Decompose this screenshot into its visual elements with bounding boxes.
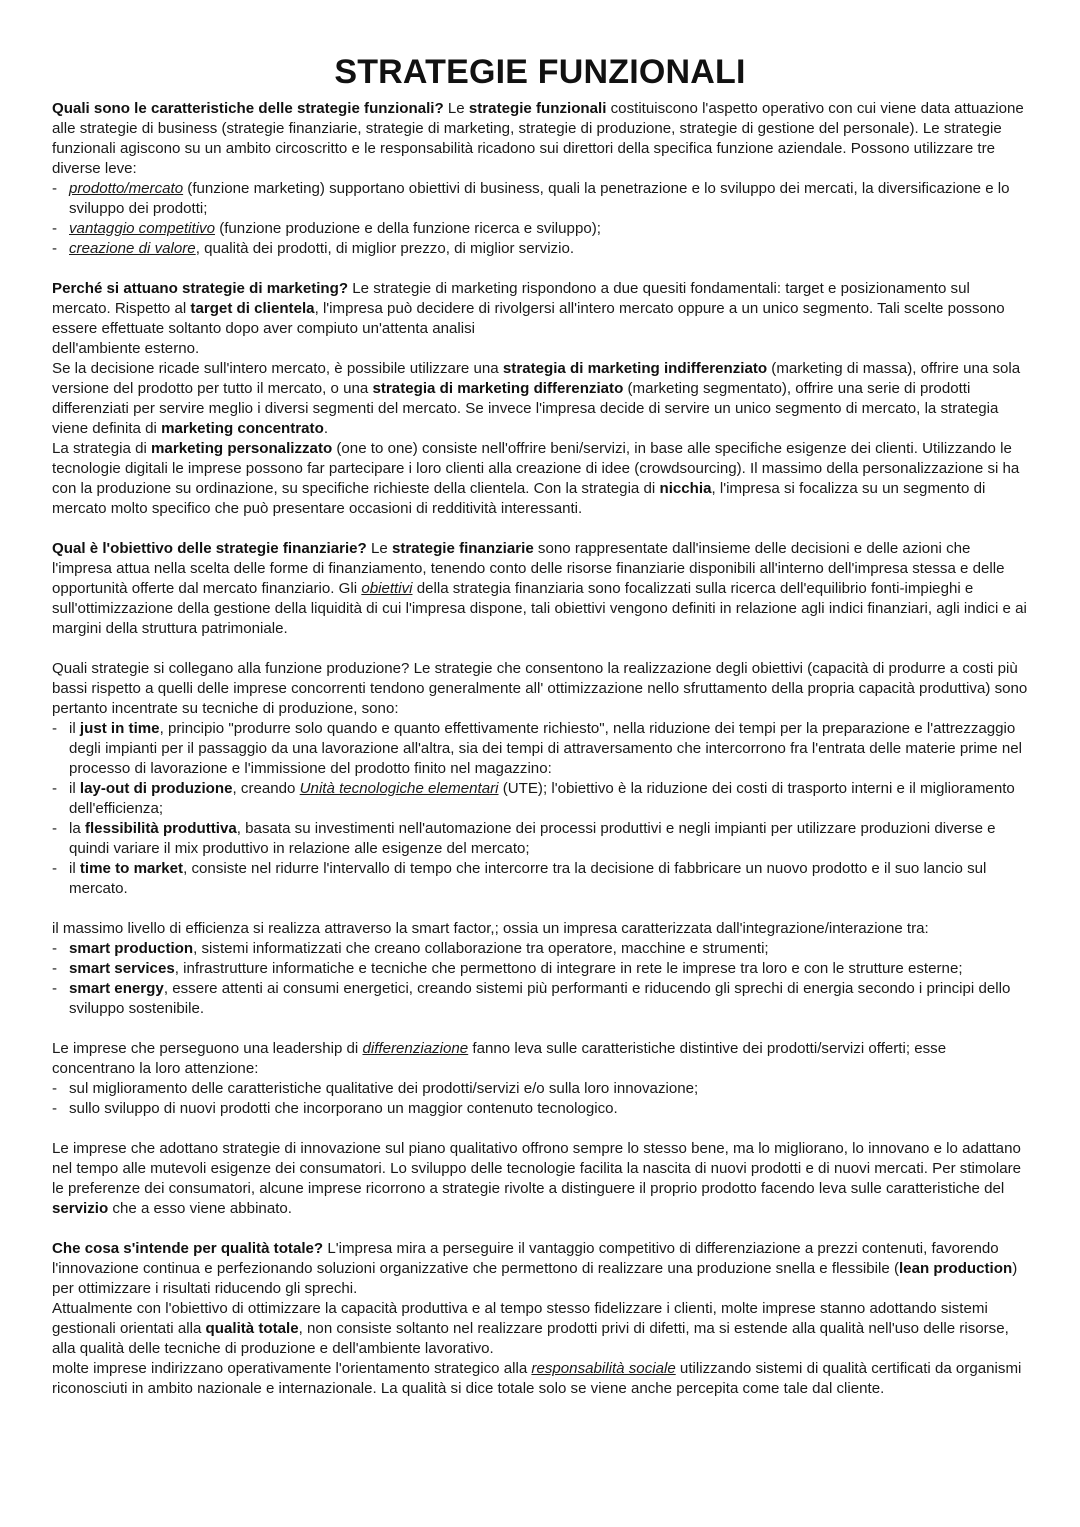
list-item: - vantaggio competitivo (funzione produzione e della funzione ricerca e sviluppo);	[52, 219, 1028, 239]
question: Qual è l'obiettivo delle strategie finanziarie?	[52, 540, 367, 557]
list-item: - sul miglioramento delle caratteristiche qualitative dei prodotti/servizi e/o sulla loro innovazione;	[52, 1079, 1028, 1099]
levers-list	[52, 179, 1028, 259]
question: Quali sono le caratteristiche delle strategie funzionali?	[52, 100, 444, 117]
list-item: - prodotto/mercato (funzione marketing) supportano obiettivi di business, quali la penetrazione e lo sviluppo dei mercati, la diversificazione e lo sviluppo dei prodotti;	[52, 179, 1028, 219]
list-item: - il time to market, consiste nel ridurre l'intervallo di tempo che intercorre tra la decisione di fabbricare un nuovo prodotto e il suo lancio sul mercato.	[52, 859, 1028, 899]
section-functional-strategies: Quali sono le caratteristiche delle strategie funzionali? Le strategie funzionali costituiscono l'aspetto operativo con cui viene data attuazione alle strategie di business (strategie finanziarie, strategie di marketing, strategie di produzione, strategie di gestione del personale). Le strategie funzionali agiscono su un ambito circoscritto e le responsabilità ricadono sui direttori della specifica funzione aziendale. Possono utilizzare tre diverse leve:	[52, 100, 1024, 177]
differentiation-list	[52, 1079, 1028, 1119]
paragraph: molte imprese indirizzano operativamente l'orientamento strategico alla responsabilità sociale utilizzando sistemi di qualità certificati da organismi riconosciuti in ambito nazionale e internazionale. La qualità si dice totale solo se viene anche percepita come tale dal cliente.	[52, 1360, 1022, 1397]
section-production: Quali strategie si collegano alla funzione produzione? Le strategie che consentono la realizzazione degli obiettivi (capacità di produrre a costi più bassi rispetto a quelli delle imprese concorrenti tendono generalmente all' ottimizzazione nello sfruttamento della propria capacità produttiva) sono pertanto incentrate su tecniche di produzione, sono:	[52, 660, 1028, 717]
list-item: - la flessibilità produttiva, basata su investimenti nell'automazione dei processi produttivi e negli impianti per utilizzare produzioni diverse e quindi variare il mix produttivo in relazione alle esigenze del mercato;	[52, 819, 1028, 859]
list-item: - sullo sviluppo di nuovi prodotti che incorporano un maggior contenuto tecnologico.	[52, 1099, 1028, 1119]
list-item: - smart production, sistemi informatizzati che creano collaborazione tra operatore, macchine e strumenti;	[52, 939, 1028, 959]
section-innovation: Le imprese che adottano strategie di innovazione sul piano qualitativo offrono sempre lo stesso bene, ma lo migliorano, lo innovano e lo adattano nel tempo alle mutevoli esigenze dei consumatori. Lo sviluppo delle tecnologie facilita la nascita di nuovi prodotti e di nuovi mercati. Per stimolare le preferenze dei consumatori, alcune imprese ricorrono a strategie rivolte a distinguere il proprio prodotto facendo leva sulle caratteristiche del servizio che a esso viene abbinato.	[52, 1140, 1022, 1217]
section-marketing: Perché si attuano strategie di marketing? Le strategie di marketing rispondono a due quesiti fondamentali: target e posizionamento sul mercato. Rispetto al target di clientela, l'impresa può decidere di rivolgersi all'intero mercato oppure a un unico segmento. Tali scelte possono essere effettuate soltanto dopo aver compiuto un'attenta analisi dell'ambiente esterno.	[52, 280, 1005, 357]
smart-factory-list	[52, 939, 1028, 1019]
paragraph: Se la decisione ricade sull'intero mercato, è possibile utilizzare una strategia di marketing indifferenziato (marketing di massa), offrire una sola versione del prodotto per tutto il mercato, o una strategia di marketing differenziato (marketing segmentato), offrire una serie di prodotti differenziati per servire meglio i diversi segmenti del mercato. Se invece l'impresa decide di servire un unico segmento di mercato, la strategia viene definita di marketing concentrato.	[52, 360, 1021, 437]
section-smart-factory: il massimo livello di efficienza si realizza attraverso la smart factor,; ossia un impresa caratterizzata dall'integrazione/interazione tra:	[52, 920, 929, 937]
paragraph: Attualmente con l'obiettivo di ottimizzare la capacità produttiva e al tempo stesso fidelizzare i clienti, molte imprese stanno adottando sistemi gestionali orientati alla qualità totale, non consiste soltanto nel realizzare prodotti privi di difetti, ma si estende alla qualità nell'uso delle risorse, alla qualità delle tecniche di produzione e dell'ambiente lavorativo.	[52, 1300, 1009, 1357]
list-item: - creazione di valore, qualità dei prodotti, di miglior prezzo, di miglior servizio.	[52, 239, 1028, 259]
section-differentiation: Le imprese che perseguono una leadership di differenziazione fanno leva sulle caratteristiche distintive dei prodotti/servizi offerti; esse concentrano la loro attenzione:	[52, 1040, 947, 1077]
list-item: - il just in time, principio "produrre solo quando e quanto effettivamente richiesto", nella riduzione dei tempi per la preparazione e l'attrezzaggio degli impianti per il passaggio da una lavorazione all'altra, sia dei tempi di attraversamento che intercorrono fra l'entrata delle materie prime nel processo di lavorazione e l'immissione del prodotto finito nel magazzino:	[52, 719, 1028, 779]
question: Che cosa s'intende per qualità totale?	[52, 1240, 324, 1257]
list-item: - il lay-out di produzione, creando Unità tecnologiche elementari (UTE); l'obiettivo è la riduzione dei costi di trasporto interni e il miglioramento dell'efficienza;	[52, 779, 1028, 819]
section-financial: Qual è l'obiettivo delle strategie finanziarie? Le strategie finanziarie sono rappresentate dall'insieme delle decisioni e delle azioni che l'impresa attua nella scelta delle forme di finanziamento, tenendo conto delle risorse finanziarie disponibili all'interno dell'impresa stessa e delle opportunità offerte dal mercato finanziario. Gli obiettivi della strategia finanziaria sono focalizzati sulla ricerca dell'equilibrio fonti-impieghi e sull'ottimizzazione della gestione della liquidità di cui l'impresa dispone, tali obiettivi vengono definiti in relazione agli indici finanziari, agli indici e ai margini della struttura patrimoniale.	[52, 540, 1027, 637]
list-item: - smart energy, essere attenti ai consumi energetici, creando sistemi più performanti e riducendo gli sprechi di energia secondo i principi dello sviluppo sostenibile.	[52, 979, 1028, 1019]
paragraph: La strategia di marketing personalizzato (one to one) consiste nell'offrire beni/servizi, in base alle specifiche esigenze dei clienti. Utilizzando le tecnologie digitali le imprese possono far partecipare i loro clienti alla creazione di idee (crowdsourcing). Il massimo della personalizzazione si ha con la produzione su ordinazione, su specifiche richieste della clientela. Con la strategia di nicchia, l'impresa si focalizza su un segmento di mercato molto specifico che può presentare occasioni di redditività interessanti.	[52, 440, 1020, 517]
section-total-quality: Che cosa s'intende per qualità totale? L'impresa mira a perseguire il vantaggio competitivo di differenziazione a prezzi contenuti, favorendo l'innovazione continua e perfezionando soluzioni organizzative che permettono di realizzare una produzione snella e flessibile (lean production) per ottimizzare i risultati riducendo gli sprechi.	[52, 1240, 1018, 1297]
question: Perché si attuano strategie di marketing?	[52, 280, 349, 297]
list-item: - smart services, infrastrutture informatiche e tecniche che permettono di integrare in rete le imprese tra loro e con le strutture esterne;	[52, 959, 1028, 979]
page-title: STRATEGIE FUNZIONALI	[334, 53, 746, 91]
production-techniques-list	[52, 719, 1028, 899]
